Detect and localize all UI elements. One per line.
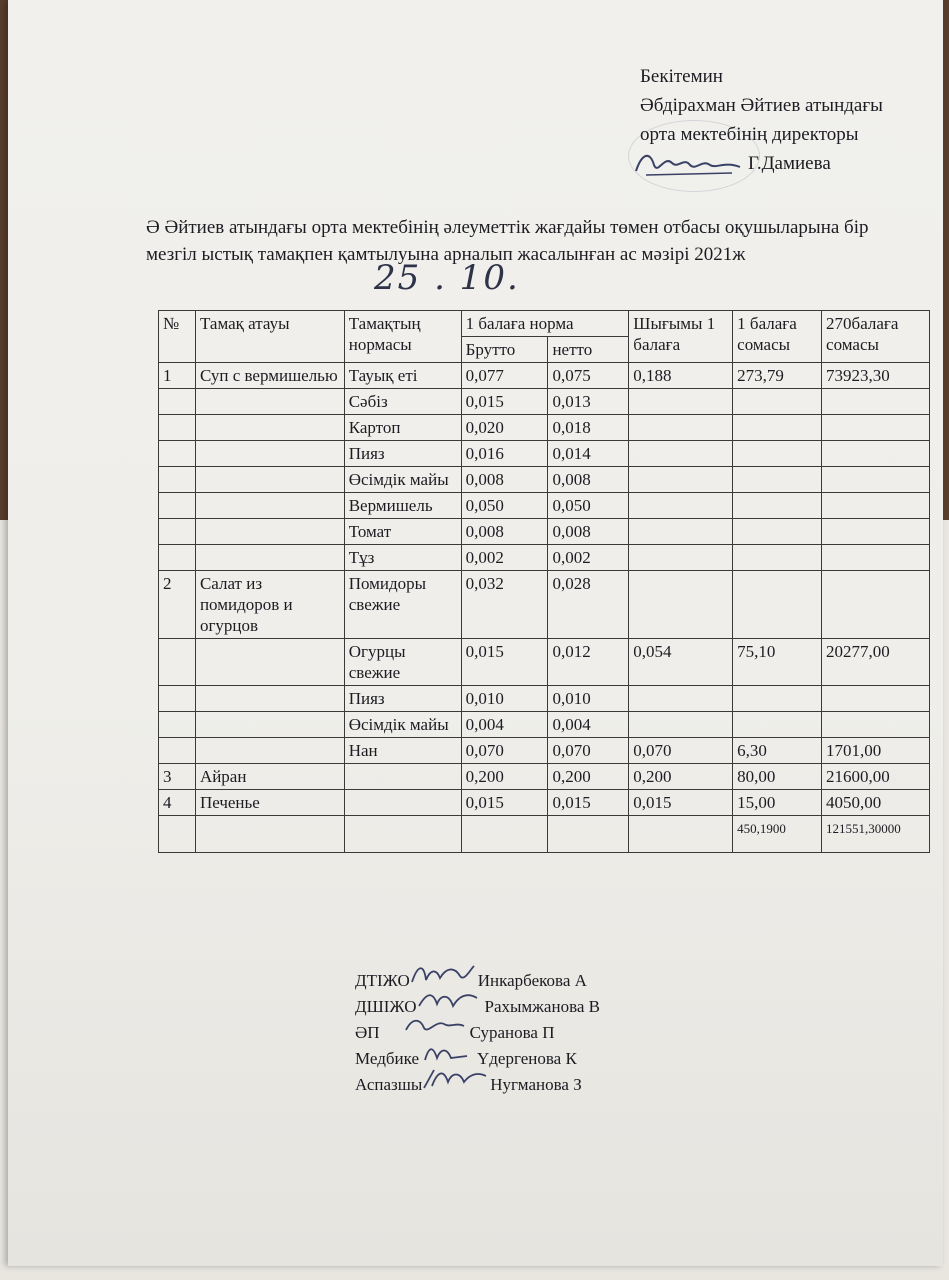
cell-sum-one	[733, 712, 822, 738]
approval-line-2: Әбдірахман Әйтиев атындағы	[640, 95, 883, 116]
cell-num	[159, 686, 196, 712]
cell-dish	[195, 686, 344, 712]
cell-ingredient: Сәбіз	[344, 389, 461, 415]
cell-num	[159, 639, 196, 686]
table-row	[159, 363, 930, 389]
cell-netto: 0,012	[548, 639, 629, 686]
header-norm-per-child: 1 балаға норма	[461, 311, 629, 337]
cell-brutto: 0,070	[461, 738, 548, 764]
cell-dish	[195, 738, 344, 764]
cell-netto: 0,050	[548, 493, 629, 519]
cell-netto: 0,013	[548, 389, 629, 415]
cell-netto: 0,070	[548, 738, 629, 764]
cell-num	[159, 467, 196, 493]
cell-expense: 0,054	[629, 639, 733, 686]
signature-row	[355, 1014, 600, 1040]
cell-netto: 0,010	[548, 686, 629, 712]
cell-dish	[195, 441, 344, 467]
cell-ingredient: Картоп	[344, 415, 461, 441]
cell-dish: Айран	[195, 764, 344, 790]
signature-role: ДТІЖО	[355, 971, 410, 990]
cell-sum-270	[822, 389, 930, 415]
cell-expense	[629, 441, 733, 467]
signature-name: Нугманова З	[490, 1075, 582, 1094]
table-row	[159, 639, 930, 686]
signature-name: Рахымжанова В	[484, 997, 601, 1016]
cell-ingredient: Томат	[344, 519, 461, 545]
menu-table	[158, 310, 930, 853]
cell-ingredient	[344, 764, 461, 790]
cell-ingredient: Вермишель	[344, 493, 461, 519]
cell-ingredient: Огурцы свежие	[344, 639, 461, 686]
cell-expense: 0,015	[629, 790, 733, 816]
cell-expense	[629, 545, 733, 571]
cell-sum-270: 1701,00	[822, 738, 930, 764]
cell-ingredient: Тауық еті	[344, 363, 461, 389]
cell-brutto: 0,015	[461, 790, 548, 816]
cell-sum-one: 75,10	[733, 639, 822, 686]
cell-ingredient: Пияз	[344, 686, 461, 712]
cell-num: 1	[159, 363, 196, 389]
cell-brutto: 0,020	[461, 415, 548, 441]
cell-dish	[195, 639, 344, 686]
cell-dish	[195, 712, 344, 738]
cell-ingredient: Нан	[344, 738, 461, 764]
cell-netto: 0,004	[548, 712, 629, 738]
cell-dish	[195, 493, 344, 519]
cell-sum-270	[822, 545, 930, 571]
cell-expense	[629, 415, 733, 441]
table-row	[159, 519, 930, 545]
cell-netto: 0,200	[548, 764, 629, 790]
cell-expense	[629, 493, 733, 519]
table-row	[159, 545, 930, 571]
cell-dish	[195, 545, 344, 571]
table-row	[159, 493, 930, 519]
signature-name: Үдергенова К	[477, 1049, 577, 1068]
director-line	[640, 149, 883, 178]
cell-num	[159, 415, 196, 441]
cell-brutto: 0,077	[461, 363, 548, 389]
cell-expense	[629, 519, 733, 545]
document-title: Ә Әйтиев атындағы орта мектебінің әлеуметтік жағдайы төмен отбасы оқушыларына бір мезгіл ыстық тамақпен қамтылуына арналып жасалынған ас мәзірі 2021ж	[146, 217, 869, 265]
cell-sum-one	[733, 571, 822, 639]
cell-expense: 0,070	[629, 738, 733, 764]
cell-sum-270	[822, 415, 930, 441]
cell-brutto: 0,008	[461, 519, 548, 545]
cell-netto: 0,015	[548, 790, 629, 816]
signature-name: Инкарбекова А	[477, 971, 587, 990]
signature-row	[355, 962, 600, 988]
director-name: Г.Дамиева	[748, 153, 831, 174]
approval-line-3: орта мектебінің директоры	[640, 124, 859, 145]
cell-sum-270	[822, 712, 930, 738]
cell-num	[159, 389, 196, 415]
header-brutto: Брутто	[461, 337, 548, 363]
cell-num: 3	[159, 764, 196, 790]
cell-brutto: 0,004	[461, 712, 548, 738]
cell-sum-one	[733, 493, 822, 519]
cell-dish	[195, 467, 344, 493]
header-dish: Тамақ атауы	[195, 311, 344, 363]
cell-num	[159, 712, 196, 738]
cell-brutto: 0,200	[461, 764, 548, 790]
cell-dish: Салат из помидоров и огурцов	[195, 571, 344, 639]
cell-sum-270	[822, 519, 930, 545]
cell-sum-one: 15,00	[733, 790, 822, 816]
signature-role: ӘП	[355, 1023, 380, 1042]
cell-sum-270	[822, 571, 930, 639]
cell-ingredient	[344, 790, 461, 816]
table-row	[159, 686, 930, 712]
cell-num	[159, 493, 196, 519]
menu-table-body	[159, 363, 930, 816]
table-row	[159, 764, 930, 790]
cell-sum-270: 20277,00	[822, 639, 930, 686]
cell-ingredient: Өсімдік майы	[344, 712, 461, 738]
cell-netto: 0,002	[548, 545, 629, 571]
cell-sum-270	[822, 686, 930, 712]
cell-ingredient: Помидоры свежие	[344, 571, 461, 639]
cell-sum-one	[733, 686, 822, 712]
header-expense: Шығымы 1 балаға	[629, 311, 733, 363]
cell-sum-one	[733, 415, 822, 441]
cell-brutto: 0,015	[461, 639, 548, 686]
cell-netto: 0,014	[548, 441, 629, 467]
table-row	[159, 415, 930, 441]
cell-num: 4	[159, 790, 196, 816]
cell-expense: 0,200	[629, 764, 733, 790]
header-sum-270: 270балаға сомасы	[822, 311, 930, 363]
header-netto: нетто	[548, 337, 629, 363]
cell-netto: 0,075	[548, 363, 629, 389]
cell-sum-270	[822, 493, 930, 519]
cell-expense	[629, 389, 733, 415]
header-num: №	[159, 311, 196, 363]
table-row	[159, 467, 930, 493]
cell-sum-270	[822, 441, 930, 467]
cell-expense: 0,188	[629, 363, 733, 389]
header-norm: Тамақтың нормасы	[344, 311, 461, 363]
cell-sum-one	[733, 441, 822, 467]
table-row	[159, 389, 930, 415]
total-sum-one: 450,1900	[733, 816, 822, 853]
cell-dish	[195, 519, 344, 545]
signature-scrawl-icon	[422, 1066, 490, 1096]
cell-brutto: 0,008	[461, 467, 548, 493]
cell-sum-270: 4050,00	[822, 790, 930, 816]
cell-dish	[195, 415, 344, 441]
cell-num	[159, 441, 196, 467]
cell-num	[159, 545, 196, 571]
header-row	[159, 311, 930, 337]
cell-sum-270	[822, 467, 930, 493]
table-row	[159, 738, 930, 764]
signature-role: Медбике	[355, 1049, 419, 1068]
cell-sum-one: 273,79	[733, 363, 822, 389]
cell-sum-one	[733, 467, 822, 493]
table-row	[159, 712, 930, 738]
cell-brutto: 0,010	[461, 686, 548, 712]
signatures-block	[355, 962, 600, 1092]
handwritten-date: 25 . 10.	[374, 258, 520, 298]
cell-brutto: 0,050	[461, 493, 548, 519]
cell-sum-270: 21600,00	[822, 764, 930, 790]
cell-brutto: 0,002	[461, 545, 548, 571]
header-sum-one: 1 балаға сомасы	[733, 311, 822, 363]
cell-expense	[629, 712, 733, 738]
signature-row	[355, 1040, 600, 1066]
total-row	[159, 816, 930, 853]
approval-block	[640, 62, 883, 178]
cell-netto: 0,008	[548, 519, 629, 545]
cell-num	[159, 519, 196, 545]
cell-netto: 0,028	[548, 571, 629, 639]
cell-num	[159, 738, 196, 764]
table-row	[159, 571, 930, 639]
cell-netto: 0,008	[548, 467, 629, 493]
cell-expense	[629, 571, 733, 639]
cell-sum-270: 73923,30	[822, 363, 930, 389]
cell-num: 2	[159, 571, 196, 639]
cell-sum-one: 6,30	[733, 738, 822, 764]
signature-row	[355, 1066, 600, 1092]
cell-ingredient: Тұз	[344, 545, 461, 571]
cell-brutto: 0,032	[461, 571, 548, 639]
table-row	[159, 790, 930, 816]
cell-sum-one	[733, 545, 822, 571]
cell-sum-one	[733, 519, 822, 545]
cell-ingredient: Өсімдік майы	[344, 467, 461, 493]
cell-ingredient: Пияз	[344, 441, 461, 467]
cell-brutto: 0,015	[461, 389, 548, 415]
table-row	[159, 441, 930, 467]
document-page	[8, 0, 943, 1266]
cell-brutto: 0,016	[461, 441, 548, 467]
cell-dish: Печенье	[195, 790, 344, 816]
signature-role: ДШІЖО	[355, 997, 417, 1016]
cell-dish: Суп с вермишелью	[195, 363, 344, 389]
cell-expense	[629, 467, 733, 493]
cell-expense	[629, 686, 733, 712]
signature-row	[355, 988, 600, 1014]
cell-netto: 0,018	[548, 415, 629, 441]
signature-name: Суранова П	[469, 1023, 555, 1042]
approval-line-1: Бекітемин	[640, 66, 723, 87]
director-signature-icon	[632, 145, 744, 185]
cell-sum-one: 80,00	[733, 764, 822, 790]
cell-sum-one	[733, 389, 822, 415]
total-sum-270: 121551,30000	[822, 816, 930, 853]
signature-role: Аспазшы	[355, 1075, 423, 1094]
cell-dish	[195, 389, 344, 415]
